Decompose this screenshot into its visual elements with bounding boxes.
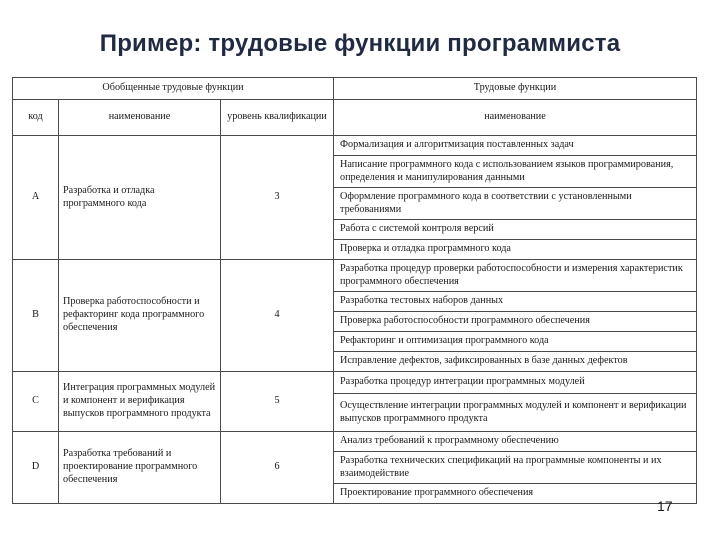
function-cell: Проектирование программного обеспечения <box>334 484 697 504</box>
function-cell: Проверка работоспособности программного обеспечения <box>334 312 697 332</box>
function-cell: Формализация и алгоритмизация поставленных задач <box>334 136 697 156</box>
group-name-d: Разработка требований и проектирование программного обеспечения <box>59 432 221 504</box>
slide-title: Пример: трудовые функции программиста <box>99 30 621 57</box>
group-code-a: A <box>13 136 59 260</box>
function-cell: Проверка и отладка программного кода <box>334 240 697 260</box>
labor-functions-table <box>12 77 697 504</box>
group-code-c: C <box>13 372 59 432</box>
header-generalized: Обобщенные трудовые функции <box>13 78 334 100</box>
group-level-c: 5 <box>221 372 334 432</box>
group-name-c: Интеграция программных модулей и компонент и верификация выпусков программного продукта <box>59 372 221 432</box>
function-cell: Разработка тестовых наборов данных <box>334 292 697 312</box>
header-row-sub <box>13 100 697 136</box>
header-level: уровень квалификации <box>221 100 334 136</box>
function-cell: Разработка технических спецификаций на программные компоненты и их взаимодействие <box>334 452 697 484</box>
header-func-name: наименование <box>334 100 697 136</box>
table-row <box>13 260 697 292</box>
function-cell: Осуществление интеграции программных модулей и компонент и верификации выпусков программного продукта <box>334 394 697 432</box>
function-cell: Разработка процедур проверки работоспособности и измерения характеристик программного обеспечения <box>334 260 697 292</box>
group-name-b: Проверка работоспособности и рефакторинг кода программного обеспечения <box>59 260 221 372</box>
group-name-a: Разработка и отладка программного кода <box>59 136 221 260</box>
group-level-b: 4 <box>221 260 334 372</box>
function-cell: Разработка процедур интеграции программных модулей <box>334 372 697 394</box>
function-cell: Оформление программного кода в соответствии с установленными требованиями <box>334 188 697 220</box>
header-name: наименование <box>59 100 221 136</box>
function-cell: Работа с системой контроля версий <box>334 220 697 240</box>
function-cell: Рефакторинг и оптимизация программного кода <box>334 332 697 352</box>
group-level-a: 3 <box>221 136 334 260</box>
header-functions: Трудовые функции <box>334 78 697 100</box>
group-code-b: B <box>13 260 59 372</box>
function-cell: Написание программного кода с использованием языков программирования, определения и манипулирования данными <box>334 156 697 188</box>
table-row <box>13 432 697 452</box>
group-level-d: 6 <box>221 432 334 504</box>
header-row-top <box>13 78 697 100</box>
function-cell: Анализ требований к программному обеспечению <box>334 432 697 452</box>
group-code-d: D <box>13 432 59 504</box>
page-number: 17 <box>657 498 673 514</box>
table-row <box>13 136 697 156</box>
header-code: код <box>13 100 59 136</box>
function-cell: Исправление дефектов, зафиксированных в базе данных дефектов <box>334 352 697 372</box>
table-row <box>13 372 697 394</box>
